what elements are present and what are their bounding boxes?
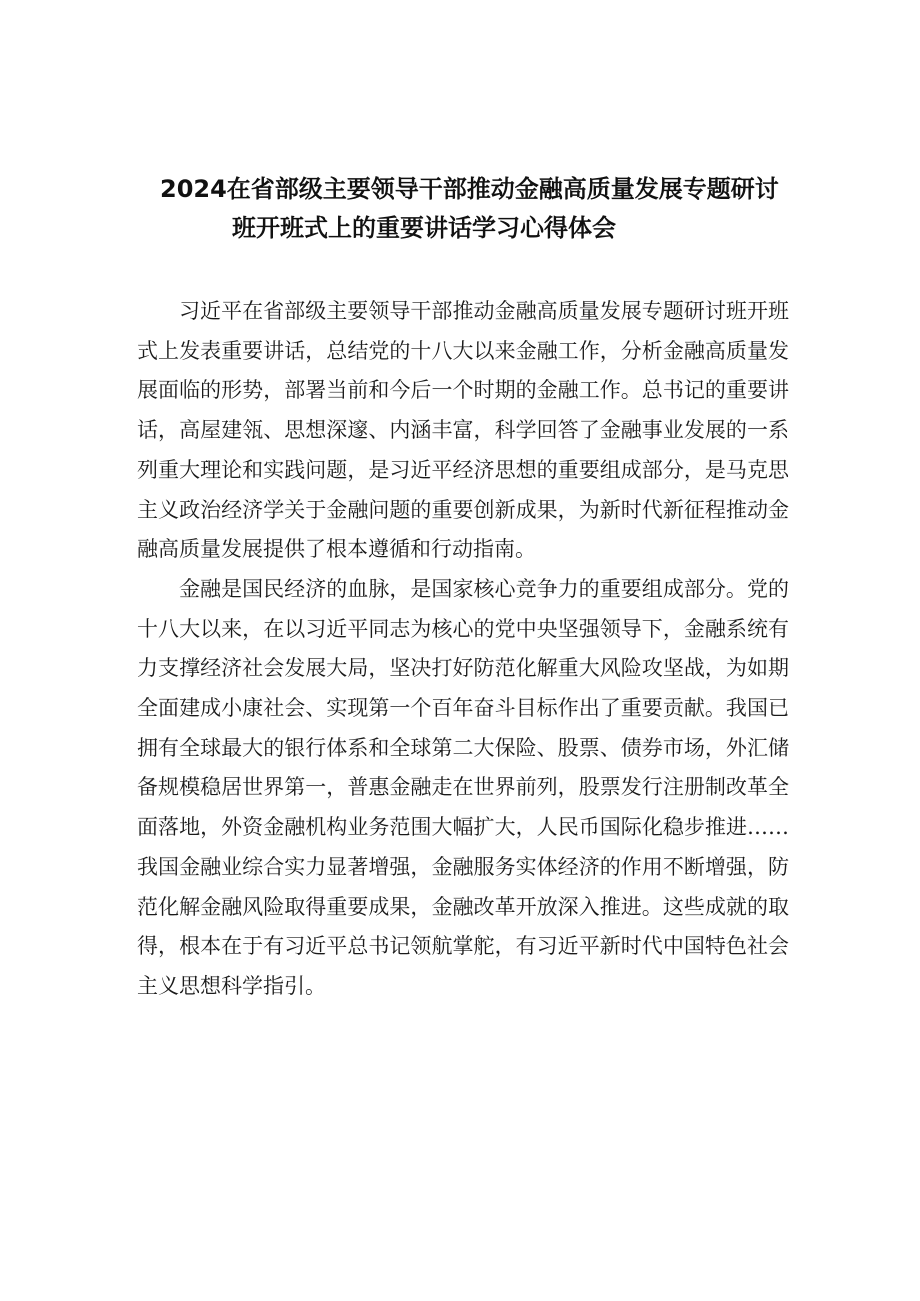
paragraph-2: 金融是国民经济的血脉，是国家核心竞争力的重要组成部分。党的十八大以来，在以习近平同志为核心的党中央坚强领导下，金融系统有力支撑经济社会发展大局，坚决打好防范化解重大风险攻坚战，为如期全面建成小康社会、实现第一个百年奋斗目标作出了重要贡献。我国已拥有全球最大的银行体系和全球第二大保险、股票、债券市场，外汇储备规模稳居世界第一，普惠金融走在世界前列，股票发行注册制改革全面落地，外资金融机构业务范围大幅扩大，人民币国际化稳步推进……我国金融业综合实力显著增强，金融服务实体经济的作用不断增强，防范化解金融风险取得重要成果，金融改革开放深入推进。这些成就的取得，根本在于有习近平总书记领航掌舵，有习近平新时代中国特色社会主义思想科学指引。 [137,576,789,998]
paragraph-1: 习近平在省部级主要领导干部推动金融高质量发展专题研讨班开班式上发表重要讲话，总结党的十八大以来金融工作，分析金融高质量发展面临的形势，部署当前和今后一个时期的金融工作。总书记的重要讲话，高屋建瓴、思想深邃、内涵丰富，科学回答了金融事业发展的一系列重大理论和实践问题，是习近平经济思想的重要组成部分，是马克思主义政治经济学关于金融问题的重要创新成果，为新时代新征程推动金融高质量发展提供了根本遵循和行动指南。 [137,299,789,562]
title-line-2: 班开班式上的重要讲话学习心得体会 [232,214,616,242]
document-body [137,292,789,1007]
title-line-1: 2024在省部级主要领导干部推动金融高质量发展专题研讨 [160,175,779,203]
